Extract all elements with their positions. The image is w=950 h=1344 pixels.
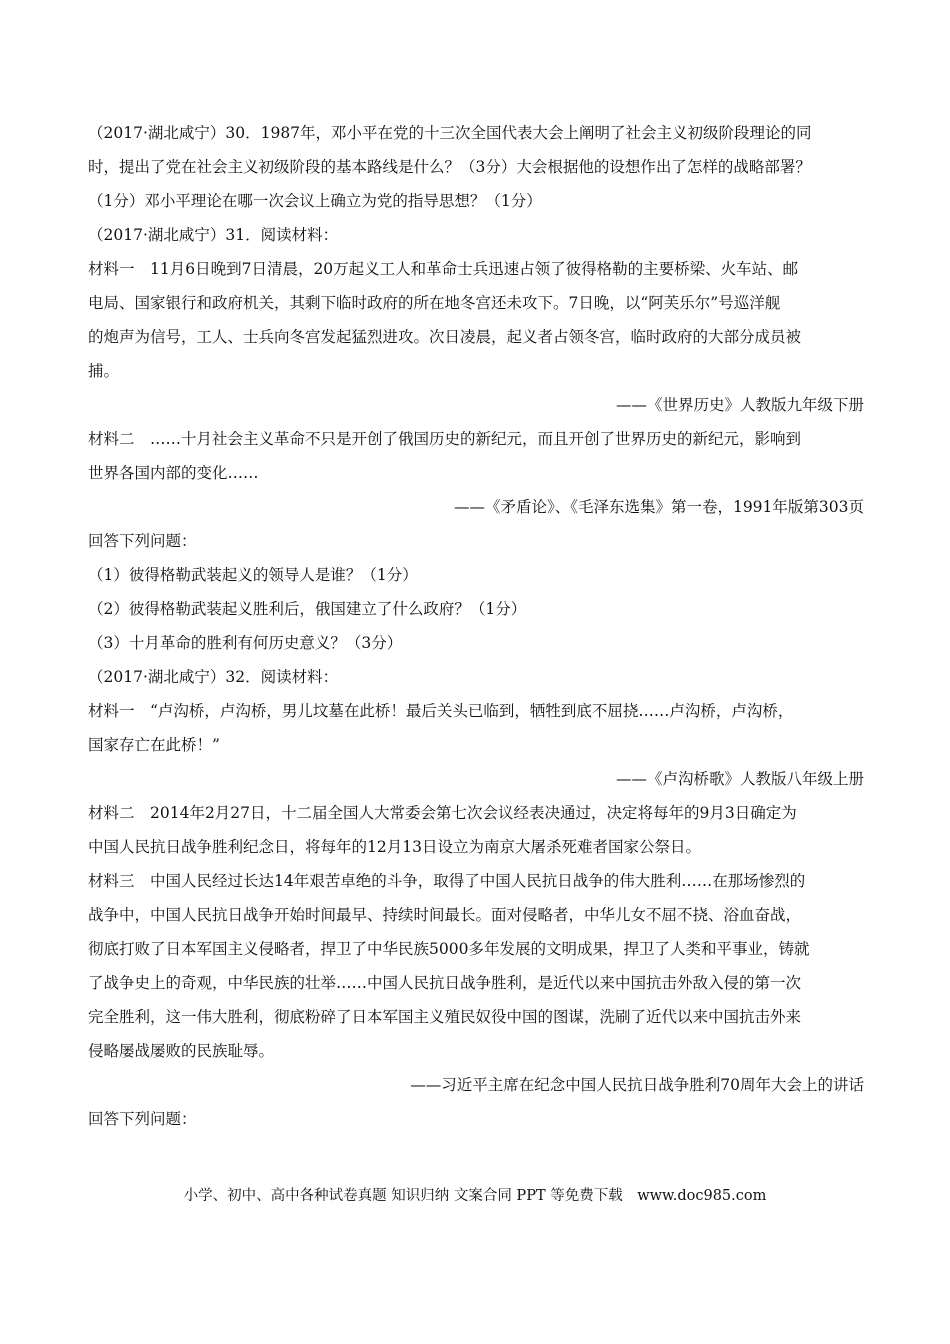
q31-material2-line-1: 材料二 ……十月社会主义革命不只是开创了俄国历史的新纪元，而且开创了世界历史的新纪元，影响到 bbox=[88, 430, 802, 448]
q32-material2-line-1: 材料二 2014年2月27日，十二届全国人大常委会第七次会议经表决通过，决定将每年的9月3日确定为 bbox=[88, 804, 797, 822]
q32-material3-line-6: 侵略屡战屡败的民族耻辱。 bbox=[88, 1042, 275, 1060]
q31-material1-line-1: 材料一 11月6日晚到7日清晨，20万起义工人和革命士兵迅速占领了彼得格勒的主要桥梁、火车站、邮 bbox=[88, 260, 799, 278]
page-footer: 小学、初中、高中各种试卷真题 知识归纳 文案合同 PPT 等免费下载 www.doc985.com bbox=[183, 1188, 767, 1204]
q32-material1-line-2: 国家存亡在此桥！” bbox=[88, 736, 220, 754]
q32-material3-line-3: 彻底打败了日本军国主义侵略者，捍卫了中华民族5000多年发展的文明成果，捍卫了人类和平事业，铸就 bbox=[88, 940, 810, 958]
q32-material3-source: ——习近平主席在纪念中国人民抗日战争胜利70周年大会上的讲话 bbox=[410, 1076, 864, 1094]
q30-line-1: （2017·湖北咸宁）30．1987年，邓小平在党的十三次全国代表大会上阐明了社会主义初级阶段理论的同 bbox=[88, 124, 812, 142]
q32-material2-line-2: 中国人民抗日战争胜利纪念日，将每年的12月13日设立为南京大屠杀死难者国家公祭日。 bbox=[88, 838, 701, 856]
q31-material1-line-2: 电局、国家银行和政府机关，其剩下临时政府的所在地冬宫还未攻下。7日晚，以“阿芙乐尔”号巡洋舰 bbox=[88, 294, 781, 312]
q31-material1-source: ——《世界历史》人教版九年级下册 bbox=[615, 396, 864, 414]
q31-material2-line-2: 世界各国内部的变化…… bbox=[88, 464, 259, 482]
q32-material3-line-5: 完全胜利，这一伟大胜利，彻底粉碎了日本军国主义殖民奴役中国的图谋，洗刷了近代以来中国抗击外来 bbox=[88, 1008, 802, 1026]
q32-material3-line-2: 战争中，中国人民抗日战争开始时间最早、持续时间最长。面对侵略者，中华儿女不屈不挠、浴血奋战， bbox=[88, 906, 802, 924]
q31-sub-question-2: （2）彼得格勒武装起义胜利后，俄国建立了什么政府？（1分） bbox=[88, 600, 527, 618]
q32-prompt: 回答下列问题： bbox=[88, 1110, 197, 1128]
document-body bbox=[88, 116, 864, 1136]
q32-material1-line-1: 材料一 “卢沟桥，卢沟桥，男儿坟墓在此桥！最后关头已临到，牺牲到底不屈挠……卢沟桥，卢沟桥， bbox=[88, 702, 794, 720]
q30-line-3: （1分）邓小平理论在哪一次会议上确立为党的指导思想？（1分） bbox=[88, 192, 542, 210]
q31-material1-line-3: 的炮声为信号，工人、士兵向冬宫发起猛烈进攻。次日凌晨，起义者占领冬宫，临时政府的大部分成员被 bbox=[88, 328, 802, 346]
q31-sub-question-3: （3）十月革命的胜利有何历史意义？（3分） bbox=[88, 634, 403, 652]
q31-header: （2017·湖北咸宁）31．阅读材料： bbox=[88, 226, 339, 244]
q32-material3-line-4: 了战争史上的奇观，中华民族的壮举……中国人民抗日战争胜利，是近代以来中国抗击外敌入侵的第一次 bbox=[88, 974, 802, 992]
q32-material3-line-1: 材料三 中国人民经过长达14年艰苦卓绝的斗争，取得了中国人民抗日战争的伟大胜利……在那场惨烈的 bbox=[88, 872, 806, 890]
q31-sub-question-1: （1）彼得格勒武装起义的领导人是谁？（1分） bbox=[88, 566, 418, 584]
q30-line-2: 时，提出了党在社会主义初级阶段的基本路线是什么？（3分）大会根据他的设想作出了怎样的战略部署？ bbox=[88, 158, 811, 176]
q32-material1-source: ——《卢沟桥歌》人教版八年级上册 bbox=[615, 770, 864, 788]
q31-material1-line-4: 捕。 bbox=[88, 362, 120, 380]
q31-prompt: 回答下列问题： bbox=[88, 532, 197, 550]
q31-material2-source: ——《矛盾论》、《毛泽东选集》第一卷，1991年版第303页 bbox=[453, 498, 864, 516]
q32-header: （2017·湖北咸宁）32．阅读材料： bbox=[88, 668, 339, 686]
